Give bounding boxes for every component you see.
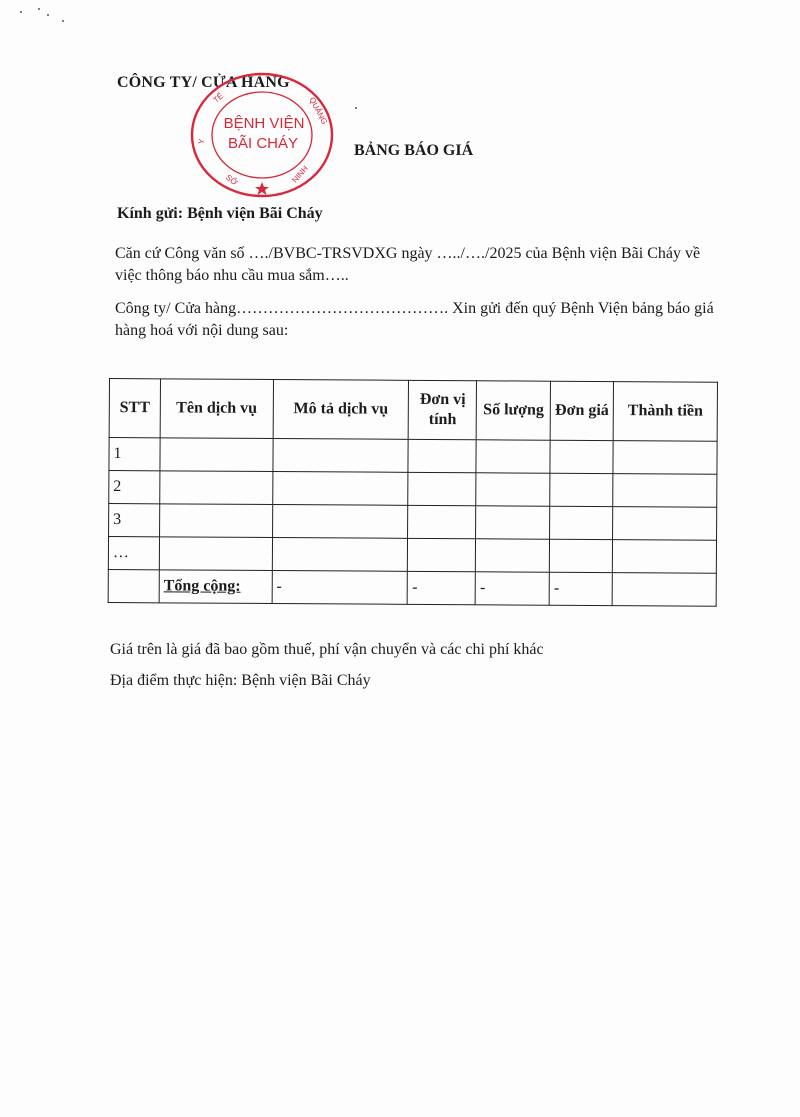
row-stt: 1 <box>109 438 160 471</box>
table-total-row <box>108 569 716 606</box>
cell <box>613 507 717 541</box>
stamp-ring-left: Y <box>196 138 207 145</box>
hospital-stamp <box>188 70 336 200</box>
cell <box>159 537 272 571</box>
scan-speck <box>38 8 40 10</box>
stamp-ring-bottom-right: NINH <box>290 164 311 185</box>
cell <box>550 473 613 506</box>
table-header-row <box>109 379 717 442</box>
row-stt: … <box>108 537 159 570</box>
cell <box>476 506 550 539</box>
cell <box>476 539 550 572</box>
col-amount: Thành tiền <box>613 382 717 442</box>
scan-speck <box>355 107 357 109</box>
col-unit: Đơn vị tính <box>409 380 477 439</box>
quotation-table <box>108 378 718 607</box>
cell <box>476 473 550 506</box>
cell <box>272 472 408 506</box>
cell <box>612 573 716 607</box>
cell <box>476 440 550 473</box>
col-service-name: Tên dịch vụ <box>160 379 273 439</box>
cell <box>550 539 613 572</box>
total-label: Tổng cộng: <box>159 570 272 604</box>
cell <box>272 538 408 572</box>
price-note: Giá trên là giá đã bao gồm thuế, phí vận chuyển và các chi phí khác <box>110 641 544 658</box>
cell <box>613 441 717 475</box>
cell <box>408 472 476 505</box>
document-title: BẢNG BÁO GIÁ <box>354 142 474 159</box>
stamp-ring-left-top: TẾ <box>211 91 226 105</box>
cell <box>408 538 476 571</box>
recipient-line: Kính gửi: Bệnh viện Bãi Cháy <box>117 205 323 222</box>
company-label: CÔNG TY/ CỬA HÀNG <box>117 74 290 91</box>
stamp-line2: BÃI CHÁY <box>227 135 299 152</box>
table-row <box>109 438 717 475</box>
cell <box>550 440 613 473</box>
cell <box>160 438 273 472</box>
cell <box>613 474 717 508</box>
total-dash: - <box>549 572 612 605</box>
col-unit-price: Đơn giá <box>550 381 613 440</box>
scan-speck <box>62 20 64 22</box>
total-dash: - <box>408 571 476 604</box>
reference-paragraph: Căn cứ Công văn số …./BVBC-TRSVDXG ngày …../…./2025 của Bệnh viện Bãi Cháy về việc thông báo nhu cầu mua sắm….. <box>115 245 701 284</box>
cell <box>612 540 716 574</box>
stamp-line1: BỆNH VIỆN <box>223 115 305 132</box>
col-quantity: Số lượng <box>476 381 550 440</box>
cell <box>160 471 273 505</box>
col-stt: STT <box>109 379 160 438</box>
stamp-ring-bottom-left: SỞ <box>223 172 240 188</box>
table-row <box>109 504 717 541</box>
cell <box>272 505 408 539</box>
cell <box>108 569 159 602</box>
col-service-desc: Mô tả dịch vụ <box>273 380 409 440</box>
total-dash: - <box>272 570 408 604</box>
total-dash: - <box>475 572 549 605</box>
cell <box>273 439 409 473</box>
cell <box>408 505 476 538</box>
row-stt: 2 <box>109 471 160 504</box>
cell <box>159 504 272 538</box>
scan-speck <box>20 11 22 13</box>
intro-paragraph: Công ty/ Cửa hàng…………………………………. Xin gửi đến quý Bệnh Viện bảng báo giá hàng hoá với nội dung sau: <box>115 300 714 339</box>
cell <box>408 439 476 472</box>
stamp-ring-right: QUẢNG <box>307 95 330 126</box>
location-note: Địa điểm thực hiện: Bệnh viện Bãi Cháy <box>110 672 371 689</box>
table-row <box>108 537 716 574</box>
cell <box>550 506 613 539</box>
table-row <box>109 471 717 508</box>
star-icon <box>255 182 269 195</box>
scan-speck <box>47 14 49 16</box>
row-stt: 3 <box>109 504 160 537</box>
